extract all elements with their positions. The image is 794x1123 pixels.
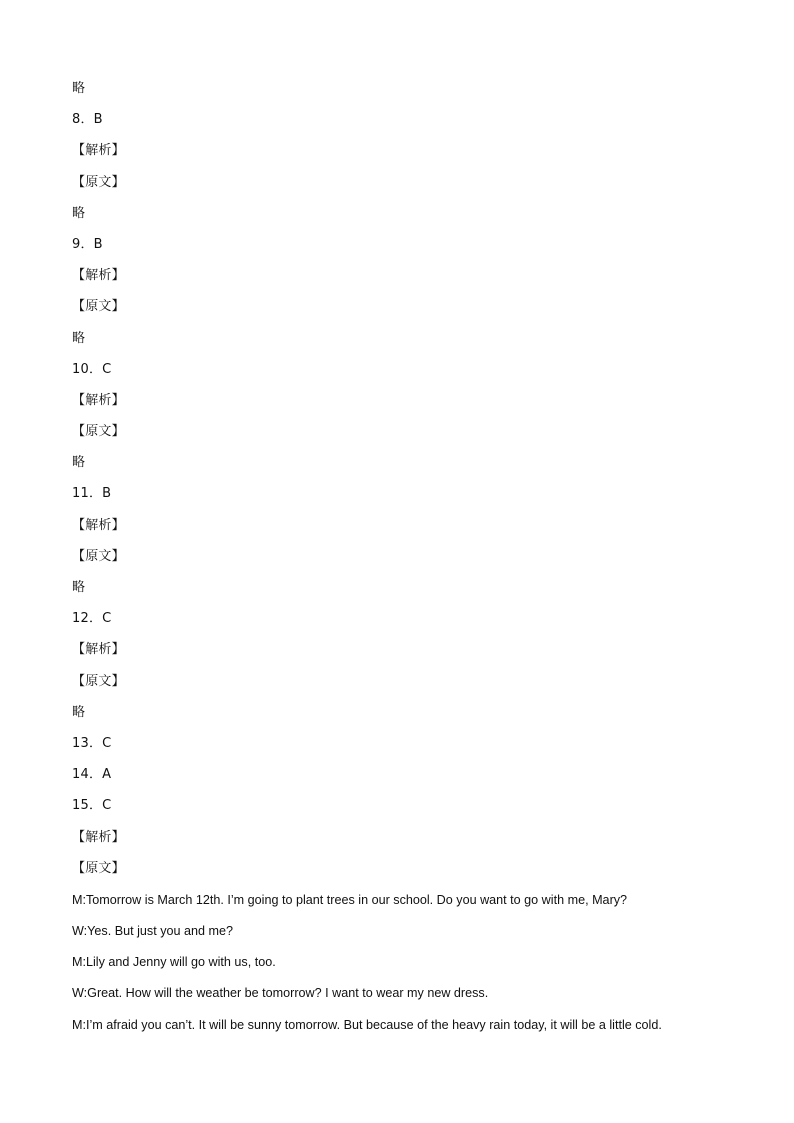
analysis-heading: 【解析】 (72, 268, 125, 284)
analysis-heading: 【解析】 (72, 642, 125, 658)
original-text-heading: 【原文】 (72, 174, 125, 190)
original-text-heading: 【原文】 (72, 548, 125, 564)
answer-14: 14．A (72, 767, 112, 783)
dialogue-line: M:Lily and Jenny will go with us, too. (72, 955, 276, 970)
dialogue-line: W:Yes. But just you and me? (72, 924, 234, 939)
original-text-heading: 【原文】 (72, 299, 125, 315)
answer-8: 8．B (72, 112, 103, 128)
answer-15: 15．C (72, 798, 112, 814)
original-text-heading: 【原文】 (72, 673, 125, 689)
omitted-note: 略 (72, 704, 86, 720)
answer-12: 12．C (72, 611, 112, 627)
omitted-note: 略 (72, 455, 86, 471)
dialogue-line: M:I’m afraid you can’t. It will be sunny tomorrow. But because of the heavy rain today, it will be a little cold. (72, 1017, 662, 1032)
dialogue-line: W:Great. How will the weather be tomorrow? I want to wear my new dress. (72, 986, 489, 1001)
answer-10: 10．C (72, 361, 112, 377)
omitted-note: 略 (72, 205, 86, 221)
answer-13: 13．C (72, 735, 112, 751)
document-page (72, 78, 732, 1045)
answer-11: 11．B (72, 486, 112, 502)
original-text-heading: 【原文】 (72, 424, 125, 440)
omitted-note: 略 (72, 580, 86, 595)
original-text-heading: 【原文】 (72, 860, 125, 876)
omitted-note: 略 (72, 330, 86, 346)
omitted-note: 略 (72, 81, 86, 96)
dialogue-line: M:Tomorrow is March 12th. I’m going to plant trees in our school. Do you want to go with me, Mary? (72, 892, 628, 907)
answer-9: 9．B (72, 236, 103, 252)
analysis-heading: 【解析】 (72, 517, 125, 533)
analysis-heading: 【解析】 (72, 392, 125, 408)
analysis-heading: 【解析】 (72, 143, 125, 159)
analysis-heading: 【解析】 (72, 829, 125, 845)
